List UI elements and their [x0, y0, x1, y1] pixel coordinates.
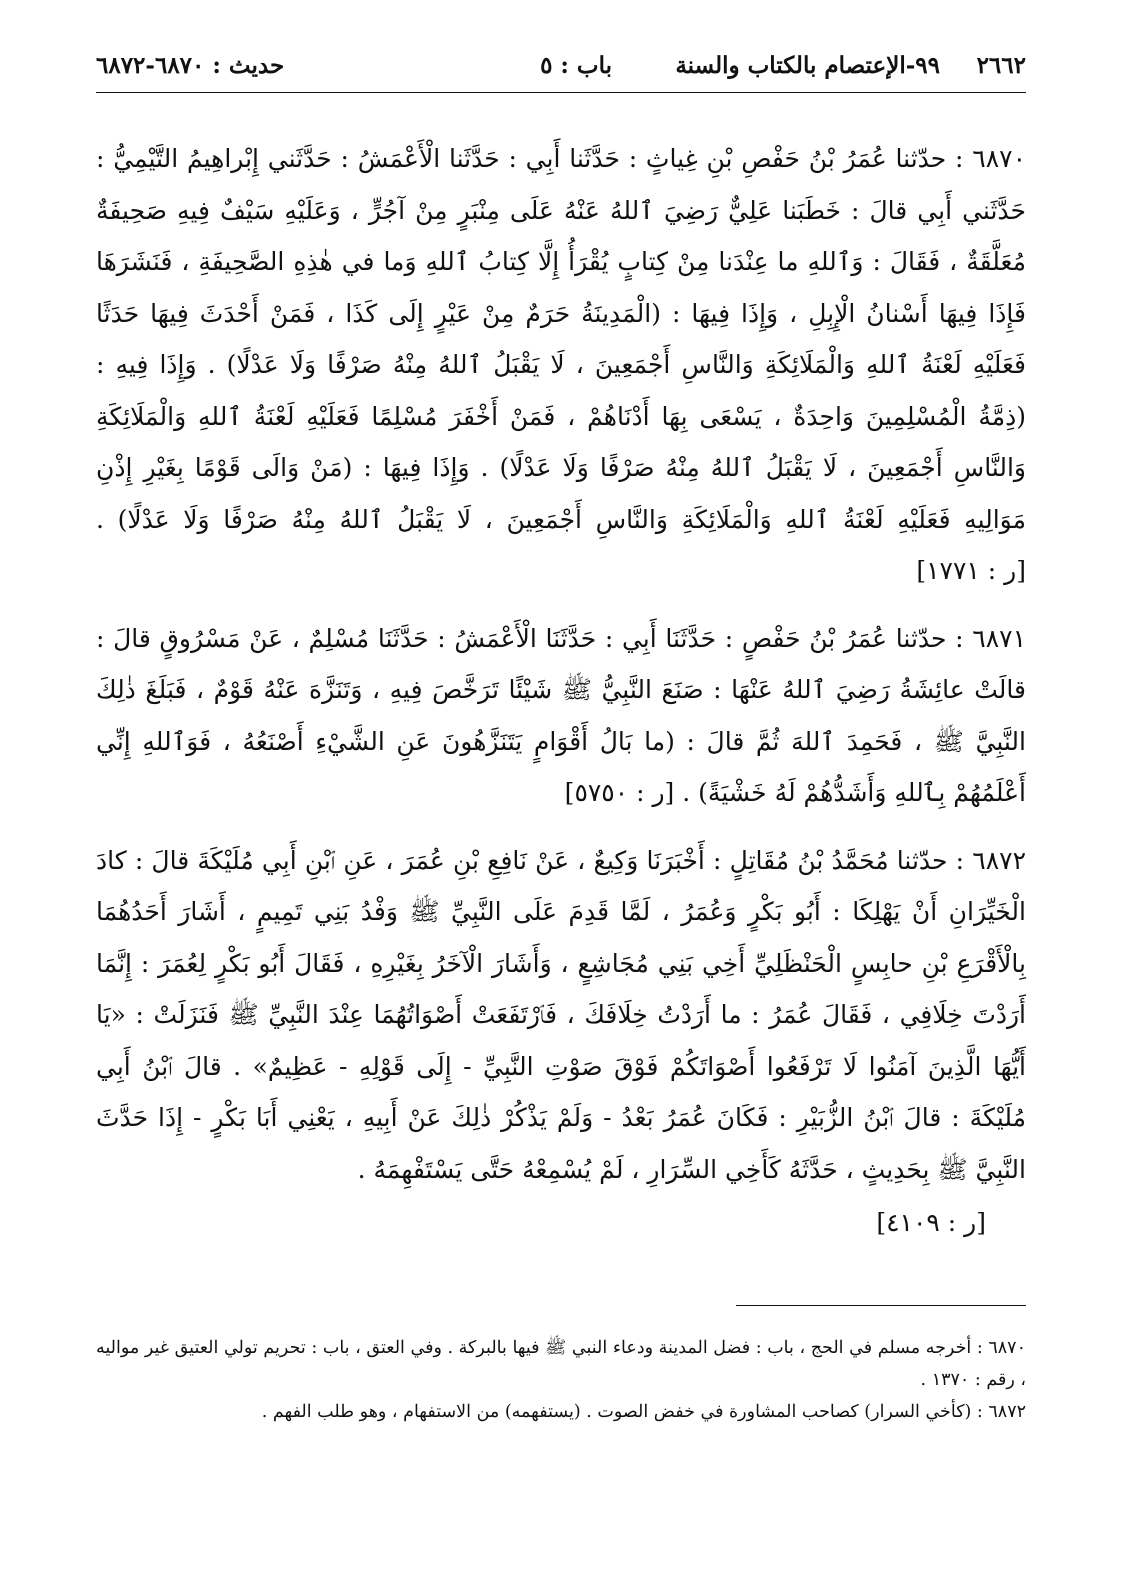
hadith-reference: [ر : ٥٧٥٠]: [564, 778, 675, 807]
footnote-number: ٦٨٧٢: [988, 1401, 1026, 1422]
footnote-text: : أخرجه مسلم في الحج ، باب : فضل المدينة ودعاء النبي ﷺ فيها بالبركة . وفي العتق ، باب : تحريم تولي العتيق غير مواليه ، رقم : ١٣٧٠ .: [96, 1337, 1026, 1390]
hadith-text: : حدّثنا عُمَرُ بْنُ حَفْصِ بْنِ غِياثٍ : حَدَّثَنا أَبِي : حَدَّثَنا الْأَعْمَشُ : حَدَّثَني إِبْراهِيمُ التَّيْمِيُّ : حَدَّثَني أَبِي قالَ : خَطَبَنا عَلِيٌّ رَضِيَ ٱللهُ عَنْهُ عَلَى مِنْبَرٍ مِنْ آجُرٍّ ، وَعَلَيْهِ سَيْفٌ فِيهِ صَحِيفَةٌ مُعَلَّقَةٌ ، فَقَالَ : وَٱللهِ ما عِنْدَنا مِنْ كِتابٍ يُقْرَأُ إِلَّا كِتابُ ٱللهِ وَما في هٰذِهِ الصَّحِيفَةِ ، فَنَشَرَهَا فَإِذَا فِيهَا أَسْنانُ الْإِبِلِ ، وَإِذَا فِيهَا : (الْمَدِينَةُ حَرَمٌ مِنْ عَيْرٍ إِلَى كَذَا ، فَمَنْ أَحْدَثَ فِيهَا حَدَثًا فَعَلَيْهِ لَعْنَةُ ٱللهِ وَالْمَلَائِكَةِ وَالنَّاسِ أَجْمَعِينَ ، لَا يَقْبَلُ ٱللهُ مِنْهُ صَرْفًا وَلَا عَدْلًا) . وَإِذَا فِيهِ : (ذِمَّةُ الْمُسْلِمِينَ وَاحِدَةٌ ، يَسْعَى بِهَا أَدْنَاهُمْ ، فَمَنْ أَخْفَرَ مُسْلِمًا فَعَلَيْهِ لَعْنَةُ ٱللهِ وَالْمَلَائِكَةِ وَالنَّاسِ أَجْمَعِينَ ، لَا يَقْبَلُ ٱللهُ مِنْهُ صَرْفًا وَلَا عَدْلًا) . وَإِذَا فِيهَا : (مَنْ وَالَى قَوْمًا بِغَيْرِ إِذْنِ مَوَالِيهِ فَعَلَيْهِ لَعْنَةُ ٱللهِ وَالْمَلَائِكَةِ وَالنَّاسِ أَجْمَعِينَ ، لَا يَقْبَلُ ٱللهُ مِنْهُ صَرْفًا وَلَا عَدْلًا) .: [96, 144, 1026, 534]
footnotes: [96, 1332, 1026, 1428]
hadith-6871: [96, 613, 1026, 819]
footnote-6870: [96, 1332, 1026, 1396]
book-title: ٩٩-الإعتصام بالكتاب والسنة: [675, 52, 940, 79]
hadith-6872: [96, 835, 1026, 1196]
footnote-text: : (كأخي السرار) كصاحب المشاورة في خفض الصوت . (يستفهمه) من الاستفهام ، وهو طلب الفهم .: [261, 1401, 983, 1422]
footnote-6872: [96, 1396, 1026, 1428]
hadith-number: ٦٨٧١: [972, 623, 1026, 653]
page: [96, 44, 1026, 1544]
header-rule: [96, 92, 1026, 93]
hadith-number: ٦٨٧٠: [972, 144, 1026, 173]
footnote-number: ٦٨٧٠: [988, 1337, 1026, 1358]
hadith-6870: [96, 133, 1026, 597]
hadith-range: حديث : ٦٨٧٠-٦٨٧٢: [96, 52, 285, 79]
footnote-rule: [736, 1305, 1026, 1306]
hadith-body: [96, 133, 1026, 1249]
hadith-text: : حدّثنا عُمَرُ بْنُ حَفْصٍ : حَدَّثَنَا أَبِي : حَدَّثَنَا الْأَعْمَشُ : حَدَّثَنَا مُسْلِمٌ ، عَنْ مَسْرُوقٍ قالَ : قالَتْ عائِشَةُ رَضِيَ ٱللهُ عَنْهَا : صَنَعَ النَّبِيُّ ﷺ شَيْئًا تَرَخَّصَ فِيهِ ، وَتَنَزَّهَ عَنْهُ قَوْمٌ ، فَبَلَغَ ذٰلِكَ النَّبِيَّ ﷺ ، فَحَمِدَ ٱللهَ ثُمَّ قالَ : (ما بَالُ أَقْوَامٍ يَتَنَزَّهُونَ عَنِ الشَّيْءِ أَصْنَعُهُ ، فَوَٱللهِ إِنِّي أَعْلَمُهُمْ بِٱللهِ وَأَشَدُّهُمْ لَهُ خَشْيَةً) .: [96, 623, 1026, 807]
hadith-text: : حدّثنا مُحَمَّدُ بْنُ مُقَاتِلٍ : أَخْبَرَنَا وَكِيعٌ ، عَنْ نَافِعِ بْنِ عُمَرَ ، عَنِ ٱبْنِ أَبِي مُلَيْكَةَ قالَ : كادَ الْخَيِّرَانِ أَنْ يَهْلِكَا : أَبُو بَكْرٍ وَعُمَرُ ، لَمَّا قَدِمَ عَلَى النَّبِيِّ ﷺ وَفْدُ بَنِي تَمِيمٍ ، أَشَارَ أَحَدُهُمَا بِالْأَقْرَعِ بْنِ حابِسٍ الْحَنْظَلِيِّ أَخِي بَنِي مُجَاشِعٍ ، وَأَشَارَ الْآخَرُ بِغَيْرِهِ ، فَقَالَ أَبُو بَكْرٍ لِعُمَرَ : إِنَّمَا أَرَدْتَ خِلَافِي ، فَقَالَ عُمَرُ : ما أَرَدْتُ خِلَافَكَ ، فَٱرْتَفَعَتْ أَصْوَاتُهُمَا عِنْدَ النَّبِيِّ ﷺ فَنَزَلَتْ : «يَا أَيُّهَا الَّذِينَ آمَنُوا لَا تَرْفَعُوا أَصْوَاتَكُمْ فَوْقَ صَوْتِ النَّبِيِّ - إِلَى قَوْلِهِ - عَظِيمٌ» . قالَ ٱبْنُ أَبِي مُلَيْكَةَ : قالَ ٱبْنُ الزُّبَيْرِ : فَكَانَ عُمَرُ بَعْدُ - وَلَمْ يَذْكُرْ ذٰلِكَ عَنْ أَبِيهِ ، يَعْنِي أَبَا بَكْرٍ - إِذَا حَدَّثَ النَّبِيَّ ﷺ بِحَدِيثٍ ، حَدَّثَهُ كَأَخِي السِّرَارِ ، لَمْ يُسْمِعْهُ حَتَّى يَسْتَفْهِمَهُ .: [96, 845, 1026, 1184]
page-number: ٢٦٦٢: [976, 52, 1026, 79]
chapter-label: باب : ٥: [540, 52, 612, 79]
hadith-6872-reference-line: [96, 1197, 1026, 1249]
hadith-reference: [ر : ١٧٧١]: [916, 556, 1026, 585]
hadith-number: ٦٨٧٢: [972, 845, 1026, 875]
hadith-reference: [ر : ٤١٠٩]: [876, 1208, 986, 1237]
running-header: [96, 44, 1026, 88]
